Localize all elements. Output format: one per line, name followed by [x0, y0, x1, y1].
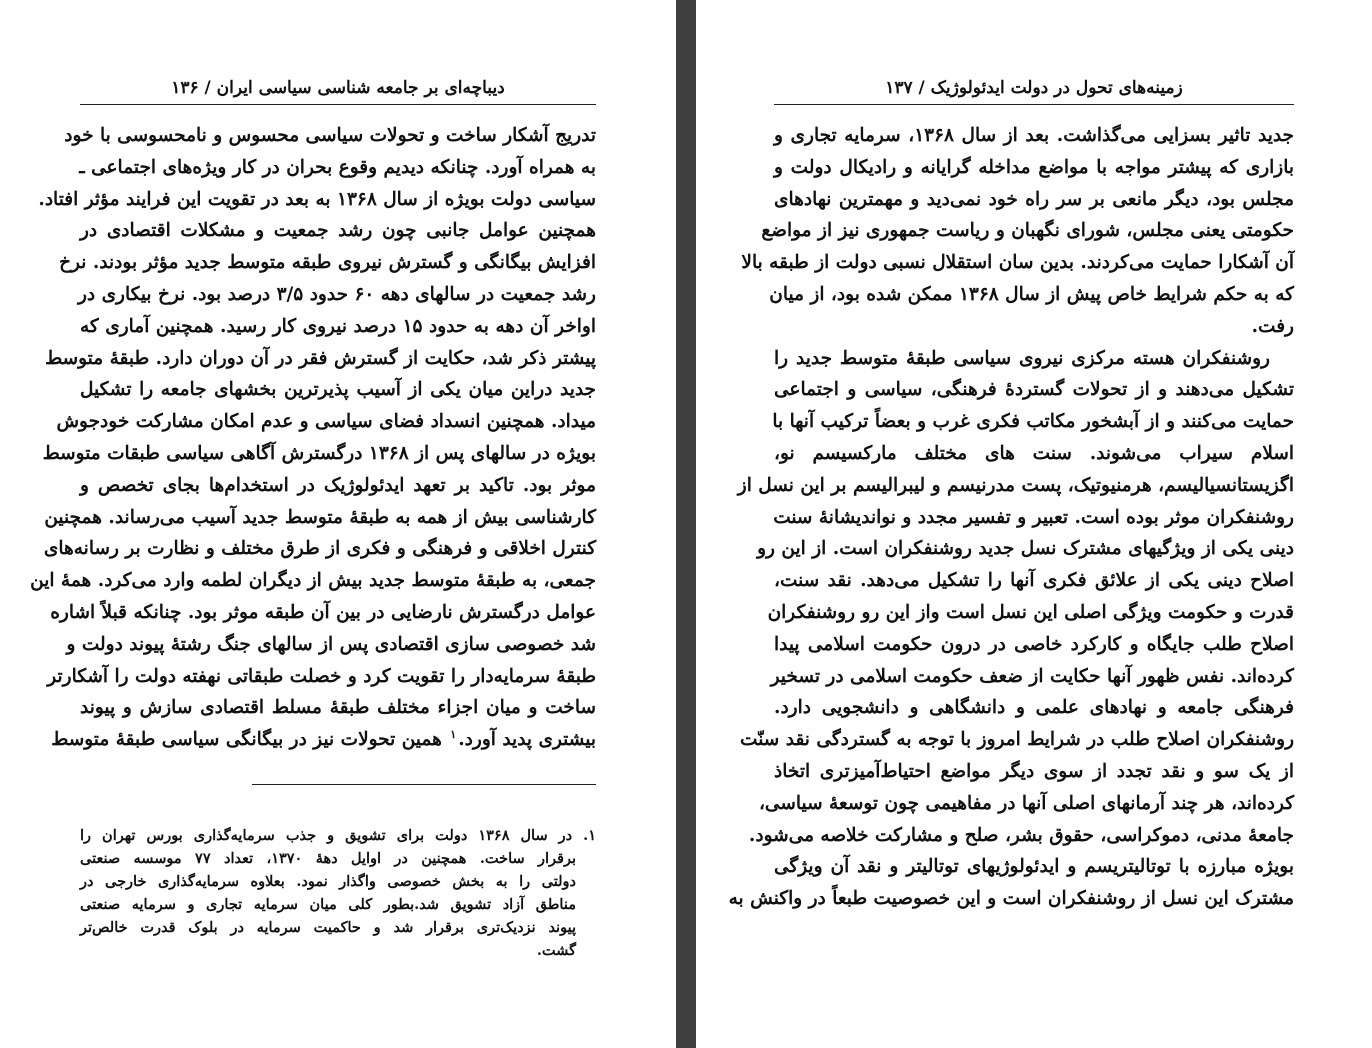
- right-page: [696, 0, 1372, 1048]
- text-line: از یک سو و نقد تجدد از سوی دیگر مواضع احتیاط‌آمیزتری اتخاذ: [774, 760, 1294, 782]
- text-line-with-footnote-ref: [51, 724, 596, 756]
- footnote-line: برقرار ساخت. همچنین در اوایل دههٔ ۱۳۷۰، تعداد ۷۷ موسسه صنعتی: [80, 850, 577, 867]
- text-line: آن آشکارا حمایت می‌کردند. بدین سان استقلال نسبی دولت از طبقه بالا: [741, 252, 1294, 274]
- text-line: همچنین عوامل جانبی چون رشد جمعیت و مشکلات اقتصادی در: [80, 220, 596, 242]
- right-body-text: [728, 120, 1294, 915]
- text-line: اصلاح طلب جایگاه و کارکرد خاصی در درون حکومت اسلامی پیدا: [774, 633, 1294, 655]
- text-line: روشنفکران اصلاح طلب در شرایط امروز با توجه به گستردگی نقد سنّت: [740, 729, 1294, 751]
- text-line: سیاسی دولت بویژه از سال ۱۳۶۸ به بعد در تقویت این فرایند مؤثر افتاد.: [38, 188, 596, 210]
- text-line: موثر بود. تاکید بر تعهد ایدئولوژیک در استخدام‌ها بجای تخصص و: [80, 474, 596, 496]
- left-body-text: [30, 120, 596, 756]
- book-spine: [676, 0, 696, 1048]
- text-line: کنترل اخلاقی و فرهنگی و فکری از طرق مختلف و نظارت بر رسانه‌های: [43, 538, 596, 560]
- text-line: تشکیل می‌دهند و از تحولات گستردهٔ فرهنگی، سیاسی و اجتماعی: [774, 379, 1294, 401]
- text-line: روشنفکران موثر بوده است. تعبیر و تفسیر مجدد و نواندیشانهٔ سنت: [773, 506, 1294, 528]
- text-line: اگزیستانسیالیسم، هرمنیوتیک، پست مدرنیسم و لیبرالیسم بر این نسل از: [737, 474, 1294, 496]
- text-line: کرده‌اند، هر چند آرمانهای اصلی آنها در مفاهیمی چون توسعهٔ سیاسی،: [758, 792, 1294, 814]
- text-line: بویژه در سالهای پس از ۱۳۶۸ درگسترش آگاهی سیاسی طبقات متوسط: [42, 442, 596, 464]
- footnote-line: مناطق آزاد تشویق شد.بطور کلی میان سرمایه تجاری و سرمایه صنعتی: [80, 896, 576, 913]
- footnote-line: دولتی را به بخش خصوصی واگذار نمود. بعلاوه سرمایه‌گذاری خارجی در: [80, 873, 576, 890]
- text-line: اواخر آن دهه به حدود ۱۵ درصد نیروی کار رسید. همچنین آماری که: [80, 315, 596, 337]
- text-fragment: همین تحولات نیز در بیگانگی سیاسی طبقهٔ متوسط: [51, 729, 442, 751]
- left-header-rule: [80, 104, 596, 105]
- text-line: جامعهٔ مدنی، دموکراسی، حقوق بشر، صلح و مشارکت خلاصه می‌شود.: [748, 824, 1294, 846]
- left-page: [0, 0, 676, 1048]
- footnote-marker: ۱: [450, 727, 457, 741]
- text-line: اصلاح دینی یکی از علائق فکری آنها را تشکیل می‌دهد. نقد سنت،: [774, 570, 1294, 592]
- text-line: عوامل درگسترش نارضایی در بین آن طبقه موثر بود. چنانکه قبلاً اشاره: [50, 601, 596, 623]
- text-line: حکومتی یعنی مجلس، شورای نگهبان و ریاست جمهوری نیز از مواضع: [761, 220, 1294, 242]
- footnote-line: ۱. در سال ۱۳۶۸ دولت برای تشویق و جذب سرمایه‌گذاری بورس تهران را: [80, 827, 596, 844]
- text-line: شد خصوصی سازی اقتصادی پس از سالهای جنگ رشتهٔ پیوند دولت و: [66, 633, 596, 655]
- text-line: قدرت و حکومت ویژگی اصلی این نسل است واز این رو روشنفکران: [767, 601, 1294, 623]
- text-line: کارشناسی بیش از همه به طبقهٔ متوسط جدید آسیب می‌رساند. همچنین: [44, 506, 596, 528]
- text-line: ساخت و میان اجزاء مختلف طبقهٔ مسلط اقتصادی سازش و پیوند: [80, 697, 596, 719]
- text-line: رفت.: [1251, 315, 1294, 337]
- text-line: فرهنگی جامعه و نهادهای علمی و دانشگاهی و دانشجویی دارد.: [774, 697, 1294, 719]
- paragraph-start-line: روشنفکران هسته مرکزی نیروی سیاسی طبقهٔ متوسط جدید را: [774, 347, 1270, 369]
- footnote-rule: [252, 784, 596, 785]
- text-line: تدریج آشکار ساخت و تحولات سیاسی محسوس و نامحسوسی با خود: [64, 125, 596, 146]
- text-line: پیشتر ذکر شد، حکایت از گسترش فقر در آن دوران دارد. طبقهٔ متوسط: [45, 347, 596, 369]
- text-line: بویژه مبارزه با توتالیتریسم و ایدئولوژیهای توتالیتر و نقد آن ویژگی: [774, 856, 1294, 878]
- text-line: جمعی، به طبقهٔ متوسط جدید بیش از دیگران لطمه وارد می‌کرد. همهٔ این: [30, 570, 596, 592]
- footnote-line: گشت.: [536, 942, 576, 959]
- text-line: اسلام سیراب می‌شوند. سنت های مختلف مارکسیسم نو،: [774, 442, 1294, 464]
- right-running-head: زمینه‌های تحول در دولت ایدئولوژیک / ۱۳۷: [885, 78, 1183, 98]
- text-line: بازاری که پیشتر مواجه با مواضع مداخله گرایانه و رادیکال دولت و: [774, 156, 1294, 178]
- text-line: جدید تاثیر بسزایی می‌گذاشت. بعد از سال ۱۳۶۸، سرمایه تجاری و: [774, 125, 1294, 146]
- text-line: که به حکم شرایط خاص پیش از سال ۱۳۶۸ ممکن شده بود، از میان: [769, 283, 1294, 305]
- text-line: حمایت می‌کنند و از آبشخور مکاتب فکری غرب و بعضاً ترکیب آنها با: [772, 411, 1294, 433]
- left-running-head: دیباچه‌ای بر جامعه شناسی سیاسی ایران / ۱۳۶: [171, 78, 505, 98]
- text-line: مشترک این نسل از روشنفکران است و این خصوصیت طبعاً در واکنش به: [728, 888, 1294, 910]
- text-line: کرده‌اند. نفس ظهور آنها حکایت از ضعف حکومت اسلامی در تسخیر: [770, 665, 1294, 687]
- text-line: جدید دراین میان یکی از آسیب پذیرترین بخشهای جامعه را تشکیل: [80, 379, 596, 401]
- text-line: افزایش بیگانگی و گسترش نیروی طبقه متوسط جدید مؤثر بودند. نرخ: [59, 252, 596, 274]
- text-line: رشد جمعیت در سالهای دهه ۶۰ حدود ۳/۵ درصد بود. نرخ بیکاری در: [77, 283, 596, 305]
- text-line: دینی یکی از ویژگیهای مشترک نسل جدید روشنفکران است. از این رو: [757, 538, 1294, 560]
- footnote: [80, 824, 596, 962]
- text-line: طبقهٔ سرمایه‌دار را تقویت کرد و خصلت طبقاتی نهفته دولت را آشکارتر: [47, 665, 596, 687]
- right-header-rule: [774, 104, 1294, 105]
- text-line: مجلس بود، دیگر مانعی بر سر راه خود نمی‌دید و مهمترین نهادهای: [774, 188, 1294, 210]
- footnote-line: پیوند نزدیک‌تری برقرار شد و حاکمیت سرمایه در بلوک قدرت خالص‌تر: [80, 919, 576, 936]
- text-line: به همراه آورد. چنانکه دیدیم وقوع بحران در کار ویژه‌های اجتماعی ـ: [79, 156, 596, 178]
- text-line: میداد. همچنین انسداد فضای سیاسی و عدم امکان مشارکت خودجوش: [56, 411, 596, 433]
- text-fragment: بیشتری پدید آورد.: [458, 729, 596, 751]
